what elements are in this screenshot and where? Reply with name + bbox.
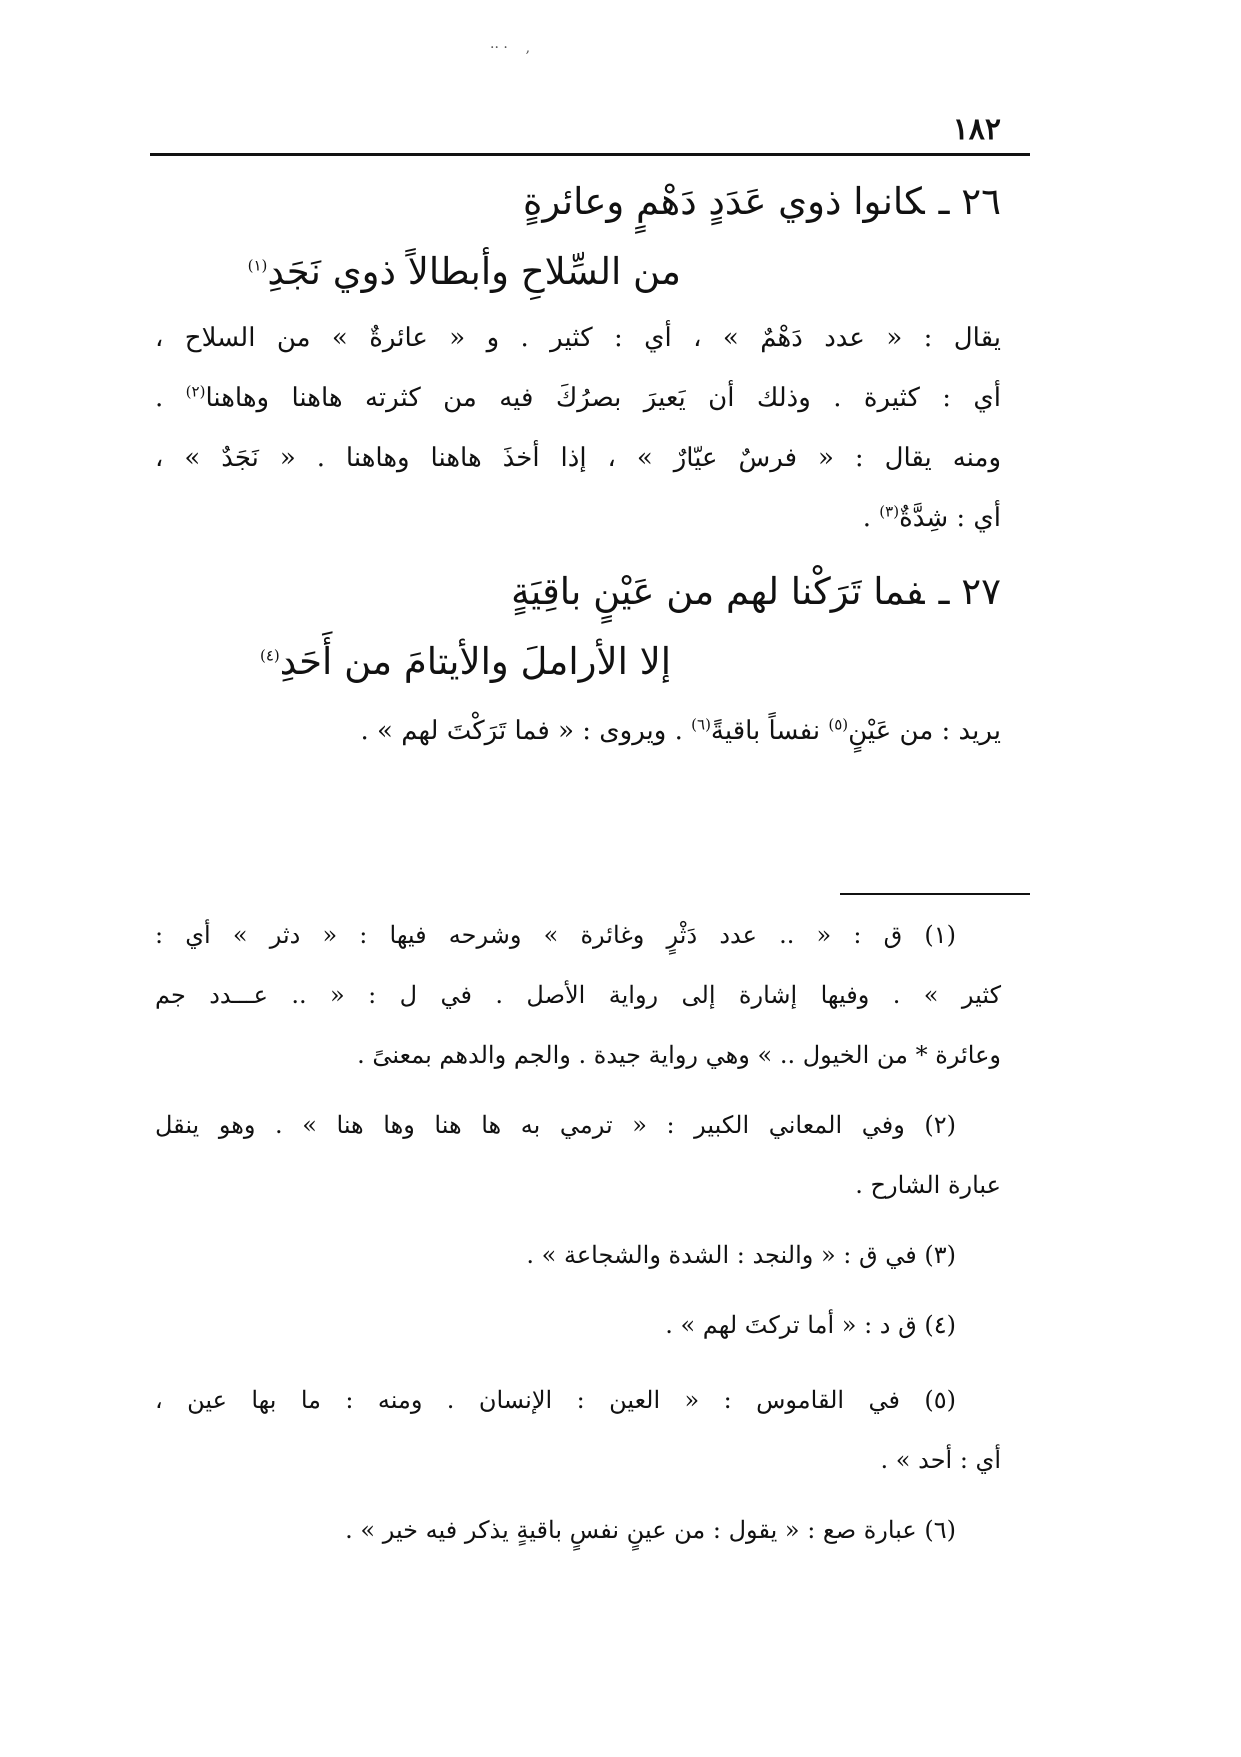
footnote-3: (٣) في ق : « والنجد : الشدة والشجاعة » . (526, 1241, 956, 1269)
commentary-text: . (862, 503, 880, 533)
hemistich: من السِّلاحِ وأبطالاً ذوي نَجَدِ (267, 250, 681, 293)
commentary-text: يريد : من عَيْنٍ (848, 716, 1001, 746)
verse-26-first-hemistich (523, 180, 1001, 224)
footnote-1-line: (١) ق : « .. عدد دَثْرٍ وغائرة » وشرحه فيها : « دثر » أي : (155, 921, 956, 949)
page-number: ١٨٢ (952, 112, 1001, 147)
commentary-line: يقال : « عدد دَهْمٌ » ، أي : كثير . و « عائرةٌ » من السلاح ، (155, 323, 1001, 353)
verse-27-second-hemistich (260, 640, 671, 684)
footnote-ref: (٦) (691, 715, 711, 734)
header-rule (150, 153, 1030, 156)
footnote-5-line: أي : أحد » . (880, 1446, 1001, 1474)
verse-number: ٢٦ ـ (938, 180, 1001, 223)
footnote-1-line: وعائرة * من الخيول .. » وهي رواية جيدة . والجم والدهم بمعنىً . (357, 1041, 1001, 1069)
footnote-2-line: عبارة الشارح . (855, 1171, 1001, 1199)
commentary-line (155, 715, 1001, 749)
verse-number: ٢٧ ـ (938, 570, 1001, 613)
footnote-4: (٤) ق د : « أما تركتَ لهم » . (665, 1311, 956, 1339)
verse-26-second-hemistich (248, 250, 681, 294)
footnote-ref: (٥) (828, 715, 849, 734)
commentary-line (155, 502, 1001, 536)
hemistich: كانوا ذوي عَدَدٍ دَهْمٍ وعائرةٍ (522, 180, 925, 223)
footnote-5-line: (٥) في القاموس : « العين : الإنسان . ومنه : ما بها عين ، (155, 1386, 956, 1414)
footnote-ref: (١) (247, 256, 268, 275)
commentary-text: . (155, 383, 186, 413)
footnote-2-line: (٢) وفي المعاني الكبير : « ترمي به ها هنا وها هنا » . وهو ينقل (155, 1111, 956, 1139)
hemistich: إلا الأراملَ والأيتامَ من أَحَدِ (279, 640, 671, 683)
footnote-6: (٦) عبارة صع : « يقول : من عينٍ نفسٍ باقيةٍ يذكر فيه خير » . (345, 1516, 956, 1544)
footnote-ref: (٢) (185, 382, 206, 401)
footnote-1-line: كثير » . وفيها إشارة إلى رواية الأصل . في ل : « .. عـــدد جم (155, 981, 1001, 1009)
commentary-line: ومنه يقال : « فرسٌ عيّارٌ » ، إذا أخذَ هاهنا وهاهنا . « نَجَدٌ » ، (155, 443, 1001, 473)
commentary-text: . ويروى : « فما تَرَكْتَ لهم » . (360, 716, 692, 746)
commentary-text: أي : شِدَّةٌ (899, 503, 1001, 533)
hemistich: فما تَرَكْنا لهم من عَيْنٍ باقِيَةٍ (511, 570, 925, 613)
footnote-rule (840, 893, 1030, 895)
scan-specks: ·· · , (490, 40, 531, 56)
footnote-ref: (٣) (879, 502, 900, 521)
commentary-text: نفساً باقيةً (710, 716, 829, 746)
commentary-text: أي : كثيرة . وذلك أن يَعيرَ بصرُكَ فيه من كثرته هاهنا وهاهنا (205, 383, 1001, 413)
verse-27-first-hemistich (511, 570, 1001, 614)
footnote-ref: (٤) (259, 646, 280, 665)
commentary-line (155, 382, 1001, 416)
